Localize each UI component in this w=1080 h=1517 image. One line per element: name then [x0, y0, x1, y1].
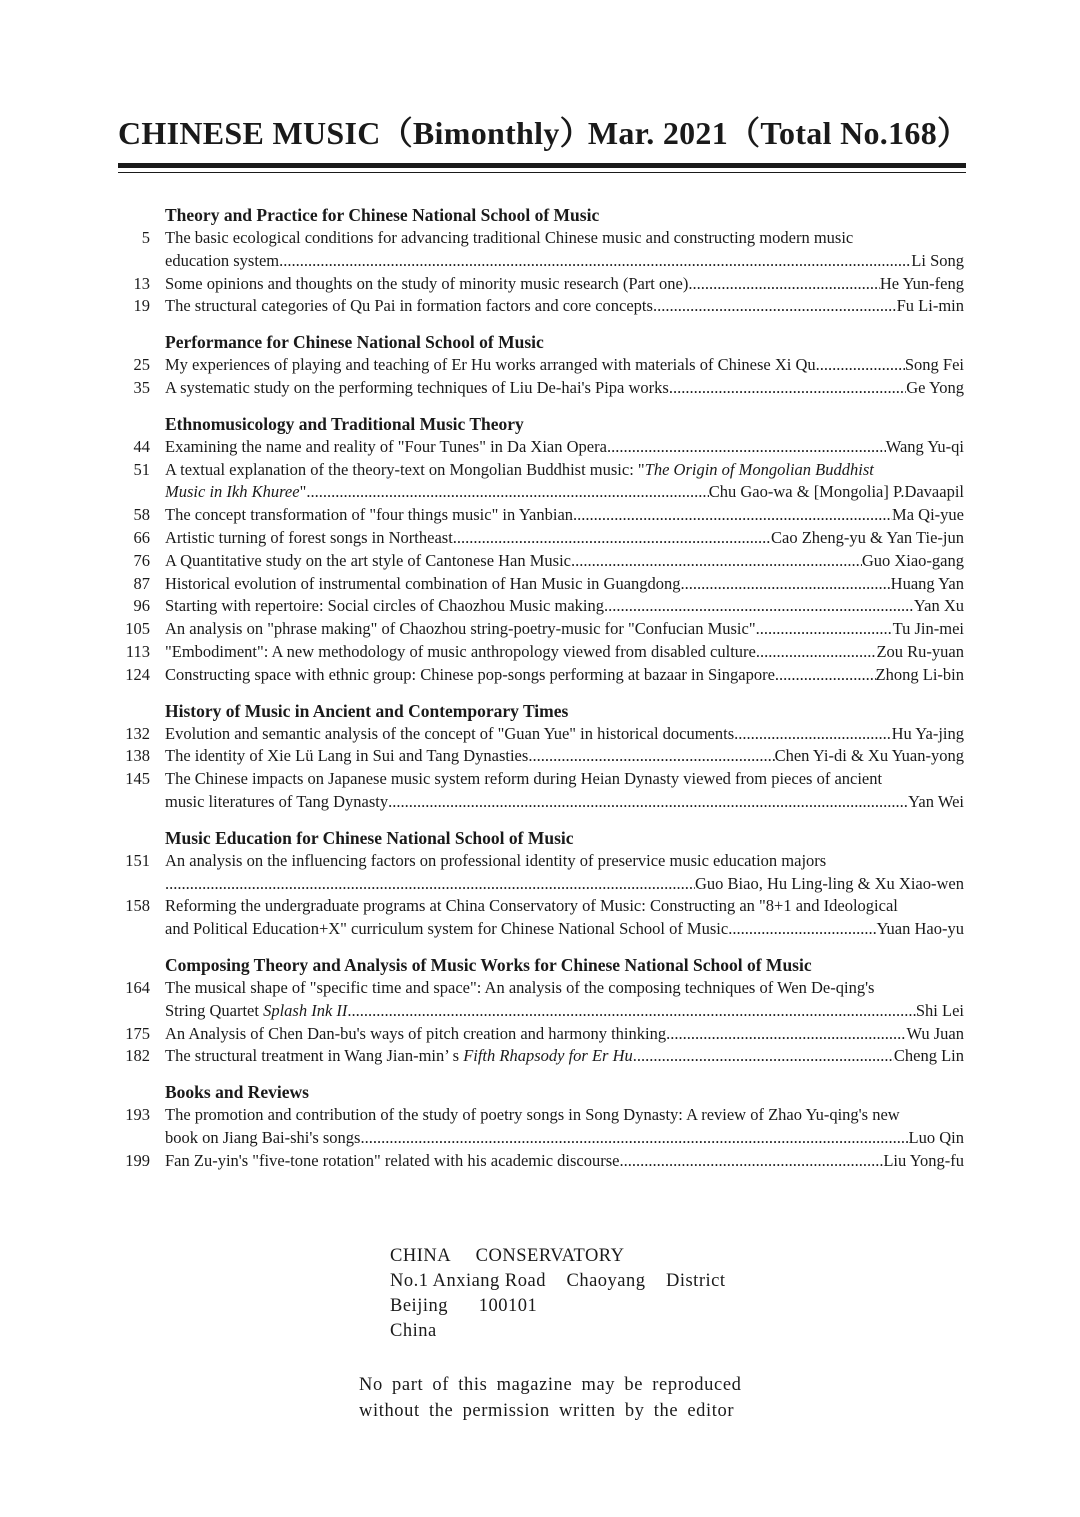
article-title-text: [165, 250, 279, 273]
toc-section: [118, 204, 964, 318]
section-title: Ethnomusicology and Traditional Music Theory: [165, 413, 524, 434]
author-name: Song Fei: [904, 355, 964, 375]
table-of-contents: [118, 204, 964, 1186]
entry-body: [165, 504, 964, 527]
article-title-last-line: [165, 481, 964, 504]
dot-leader: [453, 527, 771, 550]
toc-entry[interactable]: [118, 977, 964, 1023]
article-title-final: The concept transformation of "four things music" in Yanbian: [165, 505, 574, 525]
toc-entry[interactable]: [118, 1150, 964, 1173]
author-name: Tu Jin-mei: [892, 619, 964, 639]
article-title-last-line: [165, 250, 964, 273]
article-title-text: [165, 1023, 666, 1046]
page-number: 5: [141, 228, 150, 247]
article-title-last-line: [165, 745, 964, 768]
entry-body: [165, 1150, 964, 1173]
dot-leader: [360, 1127, 908, 1150]
page-number: 182: [125, 1046, 150, 1066]
article-title-last-line: [165, 504, 964, 527]
toc-entry[interactable]: [118, 573, 964, 596]
dot-leader: [756, 618, 893, 641]
article-title-final: A systematic study on the performing techniques of Liu De-hai's Pipa works: [165, 377, 669, 397]
toc-entry[interactable]: [118, 354, 964, 377]
toc-entry[interactable]: [118, 745, 964, 768]
entry-body: [165, 641, 964, 664]
entry-body: [165, 295, 964, 318]
page-number: 19: [133, 296, 150, 316]
entry-body: [165, 723, 964, 746]
dot-leader: [619, 1150, 883, 1173]
article-title-text: [165, 550, 571, 573]
work-title-italic: Fifth Rhapsody for Er Hu: [463, 1046, 633, 1066]
dot-leader: [604, 595, 914, 618]
page-number: 44: [133, 436, 150, 456]
dot-leader: [775, 664, 876, 687]
entry-body: [165, 459, 964, 505]
article-title-text: [165, 641, 756, 664]
article-title-last-line: [165, 1150, 964, 1173]
entry-body: [165, 768, 964, 814]
author-name: Li Song: [911, 250, 964, 270]
article-title-line: Reforming the undergraduate programs at China Conservatory of Music: Constructing an "8+1 and Ideological: [165, 896, 898, 916]
article-title-text: [165, 1127, 360, 1150]
article-title-final: music literatures of Tang Dynasty: [165, 791, 389, 811]
article-title-text: [165, 377, 669, 400]
entry-body: [165, 1045, 964, 1068]
dot-leader: [688, 273, 880, 296]
author-name: Yan Wei: [908, 791, 964, 811]
entry-body: [165, 745, 964, 768]
article-title-final: The identity of Xie Lü Lang in Sui and Tang Dynasties: [165, 746, 529, 766]
toc-entry[interactable]: [118, 641, 964, 664]
entry-body: [165, 664, 964, 687]
author-name: Hu Ya-jing: [891, 723, 964, 743]
article-title-text: [165, 595, 604, 618]
article-title-text: [165, 1000, 347, 1023]
author-name: Liu Yong-fu: [883, 1150, 964, 1170]
dot-leader: [528, 745, 774, 768]
journal-title: CHINESE MUSIC（Bimonthly）: [118, 115, 592, 151]
entry-body: [165, 1023, 964, 1046]
article-title-prefix: String Quartet: [165, 1000, 264, 1020]
author-name: Chu Gao-wa & [Mongolia] P.Davaapil: [708, 482, 964, 502]
article-title-line: The promotion and contribution of the study of poetry songs in Song Dynasty: A review of Zhao Yu-qing's new: [165, 1105, 900, 1125]
article-title-final: Constructing space with ethnic group: Chinese pop-songs performing at bazaar in Singapore: [165, 664, 775, 684]
toc-section: [118, 1081, 964, 1172]
entry-body: [165, 377, 964, 400]
article-title-text: [165, 918, 728, 941]
dot-leader: [607, 436, 886, 459]
toc-entry[interactable]: [118, 595, 964, 618]
toc-section: [118, 413, 964, 687]
article-title-final: An Analysis of Chen Dan-bu's ways of pitch creation and harmony thinking: [165, 1023, 667, 1043]
dot-leader: [388, 791, 908, 814]
article-title-line: A textual explanation of the theory-text on Mongolian Buddhist music: "The Origin of Mongolian Buddhist: [165, 459, 874, 479]
page-number: 164: [125, 977, 150, 997]
toc-section: [118, 331, 964, 400]
article-title-last-line: [165, 573, 964, 596]
toc-entry[interactable]: [118, 273, 964, 296]
article-title-final: "Embodiment": A new methodology of music anthropology viewed from disabled culture: [165, 641, 756, 661]
article-title-text: [165, 573, 681, 596]
article-title-text: [165, 436, 607, 459]
toc-entry[interactable]: [118, 227, 964, 273]
page-number: 193: [125, 1105, 150, 1125]
author-name: Huang Yan: [890, 573, 964, 593]
article-title-last-line: [165, 550, 964, 573]
article-title-last-line: [165, 918, 964, 941]
author-name: Zhong Li-bin: [875, 664, 964, 684]
article-title-last-line: [165, 1023, 964, 1046]
notice-line: No part of this magazine may be reproduced: [359, 1375, 742, 1395]
section-title: Performance for Chinese National School of Music: [165, 332, 544, 353]
page-number: 124: [125, 664, 150, 684]
dot-leader: [571, 550, 862, 573]
article-title-final: Artistic turning of forest songs in Northeast: [165, 527, 453, 547]
entry-body: [165, 850, 964, 896]
page-number: 66: [133, 527, 150, 547]
entry-body: [165, 573, 964, 596]
masthead: [118, 108, 970, 152]
address-line: No.1 Anxiang Road Chaoyang District: [390, 1271, 726, 1291]
article-title-text: [165, 527, 453, 550]
article-title-last-line: [165, 1045, 964, 1068]
article-title-final: The structural categories of Qu Pai in formation factors and core concepts: [165, 296, 653, 316]
article-title-last-line: [165, 791, 964, 814]
article-title-last-line: [165, 1127, 964, 1150]
entry-body: [165, 550, 964, 573]
author-name: Ma Qi-yue: [892, 505, 964, 525]
copyright-notice: [359, 1372, 741, 1424]
article-title-text: [165, 1045, 633, 1068]
article-title-final: education system: [165, 250, 280, 270]
section-title: Music Education for Chinese National School of Music: [165, 827, 574, 848]
dot-leader: [666, 1023, 906, 1046]
article-title-text: [165, 618, 756, 641]
dot-leader: [633, 1045, 894, 1068]
article-title-final: Historical evolution of instrumental combination of Han Music in Guangdong: [165, 573, 681, 593]
page-number: 113: [125, 641, 150, 661]
address-line: CHINA CONSERVATORY: [390, 1246, 625, 1266]
page-number: 105: [125, 619, 150, 639]
author-name: Chen Yi-di & Xu Yuan-yong: [774, 746, 964, 766]
author-name: Luo Qin: [908, 1127, 964, 1147]
dot-leader: [756, 641, 877, 664]
entry-body: [165, 618, 964, 641]
author-name: Cheng Lin: [893, 1046, 964, 1066]
address-line: Beijing 100101: [390, 1296, 538, 1316]
article-title-final: An analysis on "phrase making" of Chaozhou string-poetry-music for "Confucian Music": [165, 619, 756, 639]
page-number: 158: [125, 896, 150, 916]
article-title-last-line: [165, 873, 964, 896]
section-title: Composing Theory and Analysis of Music Works for Chinese National School of Music: [165, 954, 812, 975]
article-title-final: A Quantitative study on the art style of Cantonese Han Music: [165, 550, 572, 570]
page-number: 51: [133, 459, 150, 479]
author-name: Fu Li-min: [896, 296, 964, 316]
article-title-last-line: [165, 641, 964, 664]
toc-entry[interactable]: [118, 1023, 964, 1046]
address-line: China: [390, 1321, 437, 1341]
article-title-text: [165, 354, 816, 377]
article-title-last-line: [165, 618, 964, 641]
article-title-line: The basic ecological conditions for advancing traditional Chinese music and constructing modern music: [165, 228, 854, 247]
dot-leader: [165, 873, 695, 896]
section-title: Theory and Practice for Chinese National School of Music: [165, 205, 600, 225]
article-title-final: and Political Education+X" curriculum system for Chinese National School of Music: [165, 919, 729, 939]
article-title-last-line: [165, 354, 964, 377]
article-title-last-line: [165, 295, 964, 318]
article-title-last-line: [165, 723, 964, 746]
article-title-last-line: [165, 436, 964, 459]
work-title-italic: Splash Ink II: [263, 1000, 348, 1020]
page-number: 35: [133, 377, 150, 397]
dot-leader: [669, 377, 906, 400]
toc-section: [118, 700, 964, 814]
article-title-last-line: [165, 273, 964, 296]
section-title: Books and Reviews: [165, 1082, 309, 1103]
toc-entry[interactable]: [118, 295, 964, 318]
article-title-final: Some opinions and thoughts on the study of minority music research (Part one): [165, 273, 689, 293]
dot-leader: [681, 573, 891, 596]
toc-entry[interactable]: [118, 895, 964, 941]
page-number: 199: [125, 1150, 150, 1170]
article-title-text: [165, 791, 388, 814]
page-number: 13: [133, 273, 150, 293]
author-name: He Yun-feng: [879, 273, 964, 293]
page-number: 138: [125, 746, 150, 766]
publisher-address: [390, 1244, 725, 1344]
page-number: 175: [125, 1023, 150, 1043]
article-title-text: [165, 295, 653, 318]
entry-body: [165, 527, 964, 550]
author-name: Ge Yong: [906, 377, 964, 397]
dot-leader: [279, 250, 911, 273]
author-name: Yan Xu: [913, 596, 964, 616]
page-number: 87: [133, 573, 150, 593]
article-title-last-line: [165, 527, 964, 550]
toc-entry[interactable]: [118, 850, 964, 896]
article-title-line: The Chinese impacts on Japanese music system reform during Heian Dynasty viewed from pieces of ancient: [165, 769, 883, 789]
dot-leader: [816, 354, 905, 377]
section-title: History of Music in Ancient and Contemporary Times: [165, 700, 569, 721]
toc-entry[interactable]: [118, 550, 964, 573]
entry-body: [165, 354, 964, 377]
article-title-final: My experiences of playing and teaching of Er Hu works arranged with materials of Chinese Xi Qu: [165, 355, 816, 375]
toc-entry[interactable]: [118, 504, 964, 527]
article-title-last-line: [165, 664, 964, 687]
page-number: 58: [133, 505, 150, 525]
toc-entry[interactable]: [118, 436, 964, 459]
entry-body: [165, 1104, 964, 1150]
author-name: Guo Xiao-gang: [861, 550, 964, 570]
toc-entry[interactable]: [118, 664, 964, 687]
header-rule-thin: [118, 172, 966, 173]
dot-leader: [734, 723, 891, 746]
notice-line: without the permission written by the editor: [359, 1401, 735, 1421]
page-number: 145: [125, 769, 150, 789]
article-title-line: The musical shape of "specific time and space": An analysis of the composing techniques of Wen De-qing's: [165, 977, 875, 997]
entry-body: [165, 227, 964, 273]
article-title-last-line: [165, 1000, 964, 1023]
page-number: 25: [133, 355, 150, 375]
dot-leader: [728, 918, 876, 941]
article-title-text: [165, 745, 528, 768]
entry-body: [165, 977, 964, 1023]
page-number: 151: [125, 850, 150, 870]
dot-leader: [347, 1000, 915, 1023]
entry-body: [165, 436, 964, 459]
article-title-text: [165, 1150, 619, 1173]
toc-entry[interactable]: [118, 459, 964, 505]
toc-entry[interactable]: [118, 723, 964, 746]
toc-section: [118, 827, 964, 941]
dot-leader: [306, 481, 708, 504]
toc-entry[interactable]: [118, 1104, 964, 1150]
article-title-final: Music in Ikh Khuree": [165, 482, 307, 502]
author-name: Wang Yu-qi: [885, 436, 964, 456]
page-number: 132: [125, 723, 150, 743]
toc-entry[interactable]: [118, 377, 964, 400]
article-title-final: book on Jiang Bai-shi's songs: [165, 1127, 361, 1147]
entry-body: [165, 595, 964, 618]
issue-info: Mar. 2021（Total No.168）: [587, 115, 970, 151]
toc-entry[interactable]: [118, 768, 964, 814]
header-rule-thick: [118, 163, 966, 168]
article-title-text: [165, 664, 775, 687]
article-title-final: Examining the name and reality of "Four Tunes" in Da Xian Opera: [165, 436, 607, 456]
author-name: Cao Zheng-yu & Yan Tie-jun: [771, 527, 964, 547]
article-title-text: [165, 504, 573, 527]
page-number: 96: [133, 596, 150, 616]
author-name: Zou Ru-yuan: [876, 641, 964, 661]
dot-leader: [653, 295, 897, 318]
toc-entry[interactable]: [118, 527, 964, 550]
dot-leader: [573, 504, 892, 527]
article-title-text: [165, 723, 734, 746]
article-title-final: Starting with repertoire: Social circles of Chaozhou Music making: [165, 596, 604, 616]
author-name: Guo Biao, Hu Ling-ling & Xu Xiao-wen: [694, 873, 964, 893]
article-title-prefix: The structural treatment in Wang Jian-min’ s: [165, 1046, 464, 1066]
entry-body: [165, 273, 964, 296]
article-title-text: [165, 481, 306, 504]
article-title-last-line: [165, 377, 964, 400]
author-name: Yuan Hao-yu: [876, 919, 964, 939]
article-title-text: [165, 273, 688, 296]
author-name: Wu Juan: [906, 1023, 964, 1043]
toc-section: [118, 954, 964, 1068]
article-title-last-line: [165, 595, 964, 618]
toc-entry[interactable]: [118, 1045, 964, 1068]
article-title-final: Evolution and semantic analysis of the concept of "Guan Yue" in historical documents: [165, 723, 735, 743]
author-name: Shi Lei: [915, 1000, 964, 1020]
toc-entry[interactable]: [118, 618, 964, 641]
page-number: 76: [133, 550, 150, 570]
article-title-final: Fan Zu-yin's "five-tone rotation" related with his academic discourse: [165, 1150, 620, 1170]
entry-body: [165, 895, 964, 941]
article-title-line: An analysis on the influencing factors on professional identity of preservice music education majors: [165, 850, 827, 870]
